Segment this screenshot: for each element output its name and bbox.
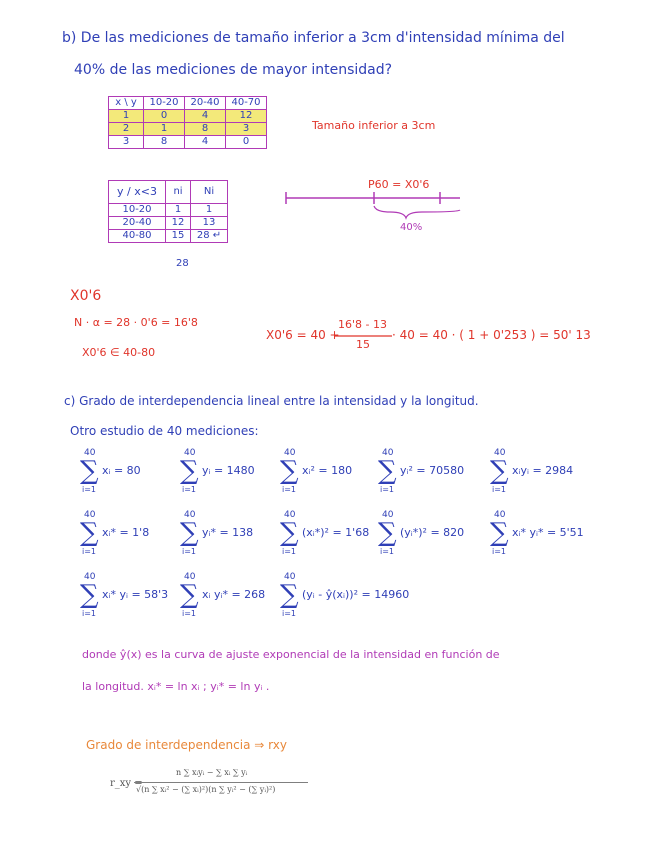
table2-cell: 15 <box>166 230 191 243</box>
table2-cell: 13 <box>191 217 228 230</box>
table1-cell: 3 <box>109 136 144 149</box>
sum-expression: xᵢ* yᵢ* = 5'51 <box>512 526 584 539</box>
table2-cell: 10-20 <box>109 204 166 217</box>
table2-cell: 28 ↵ <box>191 230 228 243</box>
table2-cell: 12 <box>166 217 191 230</box>
sum-expression: (yᵢ - ŷ(xᵢ))² = 14960 <box>302 588 410 601</box>
table1-row <box>109 123 267 136</box>
quantile-formula-left: X0'6 = 40 + <box>266 328 340 342</box>
sum-expression: yᵢ = 1480 <box>202 464 255 477</box>
sum-x-squared <box>280 448 353 494</box>
sum-lower-limit: i=1 <box>82 609 97 618</box>
number-line <box>280 188 480 248</box>
sum-upper-limit: 40 <box>382 510 394 520</box>
table2-header-row <box>109 181 228 204</box>
sum-upper-limit: 40 <box>284 448 296 458</box>
quantile-interval: X0'6 ∈ 40-80 <box>82 346 156 359</box>
table2-row <box>109 217 228 230</box>
sum-lower-limit: i=1 <box>492 547 507 556</box>
table2-header-cell: ni <box>166 181 191 204</box>
conditional-table <box>108 180 228 243</box>
sum-lower-limit: i=1 <box>182 609 197 618</box>
quantile-fraction-numerator: 16'8 - 13 <box>338 318 387 331</box>
rxy-denominator: √(n ∑ xᵢ² − (∑ xᵢ)²)(n ∑ yᵢ² − (∑ yᵢ)²) <box>136 785 276 794</box>
sum-expression: xᵢ* yᵢ = 58'3 <box>102 588 169 601</box>
sum-x-y-star <box>180 572 266 618</box>
sigma-icon: ∑ <box>280 518 299 548</box>
sum-expression: xᵢ² = 180 <box>302 464 353 477</box>
table1-cell: 0 <box>144 110 185 123</box>
sigma-icon: ∑ <box>378 518 397 548</box>
sigma-icon: ∑ <box>378 456 397 486</box>
donde-line2: la longitud. xᵢ* = ln xᵢ ; yᵢ* = ln yᵢ . <box>82 680 270 693</box>
sum-lower-limit: i=1 <box>82 547 97 556</box>
sigma-icon: ∑ <box>180 456 199 486</box>
table1-cell: 0 <box>226 136 267 149</box>
sum-y-star-squared <box>378 510 465 556</box>
table1-cell: 12 <box>226 110 267 123</box>
quantile-formula-right: · 40 = 40 · ( 1 + 0'253 ) = 50' 13 <box>392 328 591 342</box>
table1-cell: 8 <box>185 123 226 136</box>
sum-expression: xᵢ yᵢ* = 268 <box>202 588 266 601</box>
table2-header-cell: Ni <box>191 181 228 204</box>
table1-row <box>109 110 267 123</box>
sum-upper-limit: 40 <box>84 448 96 458</box>
sigma-icon: ∑ <box>180 580 199 610</box>
sum-upper-limit: 40 <box>284 510 296 520</box>
table1-header-cell: 10-20 <box>144 97 185 110</box>
quantile-fraction-denominator: 15 <box>356 338 370 351</box>
table2-cell: 20-40 <box>109 217 166 230</box>
percentile-label: P60 = X0'6 <box>368 178 430 191</box>
table1-cell: 1 <box>109 110 144 123</box>
sum-lower-limit: i=1 <box>182 485 197 494</box>
table1-header-row <box>109 97 267 110</box>
table1-header-cell: x \ y <box>109 97 144 110</box>
sum-lower-limit: i=1 <box>380 547 395 556</box>
part-b-line1: b) De las mediciones de tamaño inferior a 3cm d'intensidad mínima del <box>62 30 565 46</box>
sum-y <box>180 448 255 494</box>
sum-expression: yᵢ² = 70580 <box>400 464 465 477</box>
sum-upper-limit: 40 <box>494 448 506 458</box>
sum-upper-limit: 40 <box>184 510 196 520</box>
table2-header-cell: y / x<3 <box>109 181 166 204</box>
table1-note: Tamaño inferior a 3cm <box>312 119 436 132</box>
sigma-icon: ∑ <box>80 518 99 548</box>
sum-expression: xᵢ = 80 <box>102 464 141 477</box>
contingency-table <box>108 96 267 149</box>
sigma-icon: ∑ <box>180 518 199 548</box>
sum-upper-limit: 40 <box>84 572 96 582</box>
table2-row <box>109 230 228 243</box>
sum-x-star-y-star <box>490 510 584 556</box>
part-c-line2: Otro estudio de 40 mediciones: <box>70 424 259 438</box>
sum-x <box>80 448 141 494</box>
table1-cell: 3 <box>226 123 267 136</box>
sum-y-star <box>180 510 254 556</box>
table1-header-cell: 40-70 <box>226 97 267 110</box>
sum-lower-limit: i=1 <box>182 547 197 556</box>
sum-lower-limit: i=1 <box>380 485 395 494</box>
sum-upper-limit: 40 <box>84 510 96 520</box>
brace-label: 40% <box>400 222 423 233</box>
sigma-icon: ∑ <box>280 580 299 610</box>
grado-label: Grado de interdependencia ⇒ rxy <box>86 738 287 752</box>
sum-lower-limit: i=1 <box>492 485 507 494</box>
table1-cell: 8 <box>144 136 185 149</box>
table2-row <box>109 204 228 217</box>
table2-total: 28 <box>176 258 189 269</box>
sum-residual-squared <box>280 572 410 618</box>
sigma-icon: ∑ <box>490 456 509 486</box>
quantile-calc: N · α = 28 · 0'6 = 16'8 <box>74 316 198 329</box>
sum-lower-limit: i=1 <box>282 547 297 556</box>
sum-x-star-y <box>80 572 169 618</box>
table1-cell: 1 <box>144 123 185 136</box>
sum-expression: (yᵢ*)² = 820 <box>400 526 465 539</box>
sigma-icon: ∑ <box>80 456 99 486</box>
sum-expression: (xᵢ*)² = 1'68 <box>302 526 370 539</box>
sum-upper-limit: 40 <box>284 572 296 582</box>
sum-lower-limit: i=1 <box>282 609 297 618</box>
table2-cell: 1 <box>191 204 228 217</box>
table2-cell: 40-80 <box>109 230 166 243</box>
sum-expression: yᵢ* = 138 <box>202 526 254 539</box>
sum-xy <box>490 448 574 494</box>
sigma-icon: ∑ <box>80 580 99 610</box>
donde-line1: donde ŷ(x) es la curva de ajuste exponencial de la intensidad en función de <box>82 648 500 661</box>
sum-lower-limit: i=1 <box>82 485 97 494</box>
part-c-line1: c) Grado de interdependencia lineal entre la intensidad y la longitud. <box>64 394 479 408</box>
sum-upper-limit: 40 <box>494 510 506 520</box>
table1-cell: 2 <box>109 123 144 136</box>
sigma-icon: ∑ <box>280 456 299 486</box>
table2-cell: 1 <box>166 204 191 217</box>
sum-lower-limit: i=1 <box>282 485 297 494</box>
table1-cell: 4 <box>185 110 226 123</box>
rxy-lhs: r_xy = <box>110 778 143 789</box>
sigma-icon: ∑ <box>490 518 509 548</box>
table1-cell: 4 <box>185 136 226 149</box>
sum-y-squared <box>378 448 465 494</box>
sum-upper-limit: 40 <box>184 572 196 582</box>
sum-upper-limit: 40 <box>184 448 196 458</box>
sum-x-star-squared <box>280 510 370 556</box>
part-b-line2: 40% de las mediciones de mayor intensidad? <box>74 62 393 78</box>
sum-expression: xᵢ* = 1'8 <box>102 526 150 539</box>
sum-expression: xᵢyᵢ = 2984 <box>512 464 574 477</box>
quantile-title: X0'6 <box>70 288 102 304</box>
rxy-numerator: n ∑ xᵢyᵢ − ∑ xᵢ ∑ yᵢ <box>176 768 248 777</box>
brace-icon <box>374 206 460 218</box>
table1-row <box>109 136 267 149</box>
sum-x-star <box>80 510 150 556</box>
table1-header-cell: 20-40 <box>185 97 226 110</box>
sum-upper-limit: 40 <box>382 448 394 458</box>
rxy-fraction-bar <box>134 781 310 784</box>
